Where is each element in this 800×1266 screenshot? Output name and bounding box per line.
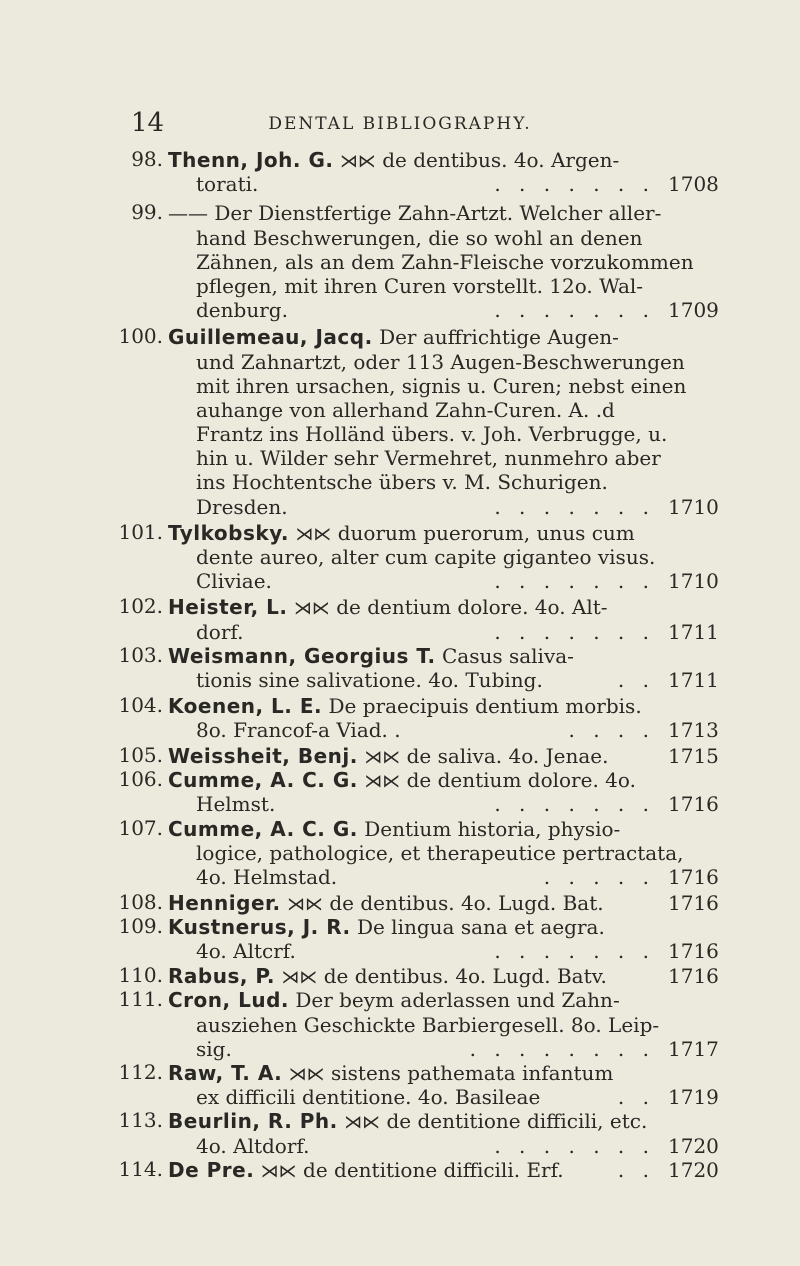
entry-title-text: de dentitione difficili. Erf. xyxy=(303,1157,564,1182)
entry-year: 1709 xyxy=(668,298,719,323)
entry-title-text: duorum puerorum, unus cum xyxy=(337,520,635,545)
entry-line xyxy=(0,939,800,963)
entry-text xyxy=(196,1013,659,1037)
entry-text xyxy=(196,226,642,250)
entry-year: 1708 xyxy=(668,172,719,197)
leader-dots: . . xyxy=(617,1157,655,1182)
entry-title-text: sig. xyxy=(196,1036,232,1061)
entry-line xyxy=(0,521,800,545)
leader-dots: . . . . . . . xyxy=(494,494,655,519)
entry-text xyxy=(168,915,605,939)
quarto-symbol-icon: ⋊⋉ xyxy=(286,893,323,915)
quarto-symbol-icon: ⋊⋉ xyxy=(364,746,401,768)
quarto-symbol-icon: ⋊⋉ xyxy=(364,770,401,792)
bibliography-entry xyxy=(0,521,800,594)
entry-line xyxy=(0,915,800,939)
entry-number: 103. xyxy=(118,642,163,667)
quarto-symbol-icon: ⋊⋉ xyxy=(295,523,332,545)
entry-title-text: torati. xyxy=(196,172,259,197)
entry-line xyxy=(0,988,800,1012)
entry-title-text: hin u. Wilder sehr Vermehret, nunmehro aber xyxy=(196,446,661,471)
entry-year: 1719 xyxy=(668,1085,719,1110)
quarto-symbol-icon: ⋊⋉ xyxy=(288,1063,325,1085)
entry-line xyxy=(0,1013,800,1037)
entry-line xyxy=(0,545,800,569)
entry-text xyxy=(168,1061,613,1087)
entry-number: 104. xyxy=(118,693,163,718)
entry-number: 101. xyxy=(118,519,163,544)
entry-number: 98. xyxy=(131,147,163,171)
running-title: DENTAL BIBLIOGRAPHY. xyxy=(268,114,532,134)
entry-title-text: pflegen, mit ihren Curen vorstellt. 12o. Wal- xyxy=(196,273,644,298)
entry-title-text: Frantz ins Holländ übers. v. Joh. Verbrugge, u. xyxy=(196,422,668,447)
leader-dots: . . . . . . . xyxy=(494,298,655,323)
bibliography-entry xyxy=(0,148,800,196)
entry-line xyxy=(0,620,800,644)
entry-line xyxy=(0,841,800,865)
entry-year: 1710 xyxy=(668,569,719,594)
entry-text xyxy=(196,398,615,422)
author-name: Henniger. xyxy=(168,890,281,915)
entry-title-text: de dentibus. 4o. Lugd. Bat. xyxy=(329,890,604,915)
author-name: Thenn, Joh. G. xyxy=(168,148,334,172)
leader-dots: . . . . . . . xyxy=(494,939,655,963)
entry-text xyxy=(168,817,620,841)
bibliography-entry xyxy=(0,201,800,322)
entry-text xyxy=(168,964,607,990)
entry-line xyxy=(0,398,800,422)
entry-title-text: Casus saliva- xyxy=(441,643,574,668)
entry-line xyxy=(0,1109,800,1133)
quarto-symbol-icon: ⋊⋉ xyxy=(339,151,376,172)
entry-text xyxy=(168,768,636,794)
entry-title-text: Dresden. xyxy=(196,494,288,519)
entry-year: 1716 xyxy=(668,939,719,963)
bibliography-entry xyxy=(0,744,800,768)
entry-line xyxy=(0,1158,800,1182)
leader-dots: . . . . . . . xyxy=(494,1133,655,1158)
author-name: Cumme, A. C. G. xyxy=(168,767,358,792)
entry-line xyxy=(0,495,800,519)
entry-line xyxy=(0,422,800,446)
entry-line xyxy=(0,201,800,225)
entry-title-text: Der beym aderlassen und Zahn- xyxy=(295,988,620,1013)
entry-line xyxy=(0,1085,800,1109)
quarto-symbol-icon: ⋊⋉ xyxy=(281,967,318,989)
entry-text xyxy=(196,545,655,569)
bibliography-entry xyxy=(0,325,800,519)
entry-line xyxy=(0,350,800,374)
entry-title-text: mit ihren ursachen, signis u. Curen; nebst einen xyxy=(196,373,687,398)
entry-number: 102. xyxy=(118,594,163,619)
entry-line xyxy=(0,325,800,349)
entry-number: 108. xyxy=(118,889,163,914)
entry-line xyxy=(0,298,800,322)
leader-dots: . . . . . . . . xyxy=(469,1036,655,1061)
entry-title-text: denburg. xyxy=(196,298,288,323)
author-name: Koenen, L. E. xyxy=(168,694,323,719)
entry-number: 114. xyxy=(118,1156,163,1181)
entry-text xyxy=(196,274,643,298)
entry-title-text: de dentium dolore. 4o. Alt- xyxy=(336,595,608,620)
entry-title-text: ins Hochtentsche übers v. M. Schurigen. xyxy=(196,470,608,495)
entry-text xyxy=(168,988,620,1012)
entry-number: 105. xyxy=(118,742,163,767)
bibliography-entry xyxy=(0,964,800,988)
leader-dots: . . . . . . . xyxy=(494,569,655,594)
bibliography-entry xyxy=(0,988,800,1061)
entry-text xyxy=(168,521,635,547)
entry-year: 1711 xyxy=(668,667,719,692)
entry-number: 111. xyxy=(118,987,163,1012)
entry-line xyxy=(0,865,800,889)
entry-title-text: hand Beschwerungen, die so wohl an denen xyxy=(196,225,643,250)
entry-text xyxy=(168,744,608,770)
entry-line xyxy=(0,446,800,470)
quarto-symbol-icon: ⋊⋉ xyxy=(344,1112,381,1134)
entry-title-text: ausziehen Geschickte Barbiergesell. 8o. Leip- xyxy=(196,1012,660,1037)
entry-line xyxy=(0,274,800,298)
entry-title-text: und Zahnartzt, oder 113 Augen-Beschwerungen xyxy=(196,349,685,374)
leader-dots: . . . . xyxy=(568,718,655,743)
entry-text xyxy=(196,446,661,470)
entry-line xyxy=(0,768,800,792)
entry-text xyxy=(168,148,619,174)
entry-text xyxy=(168,325,619,349)
entry-title-text: Cliviae. xyxy=(196,569,272,594)
bibliography-entry xyxy=(0,1158,800,1182)
entry-year: 1710 xyxy=(668,494,719,519)
entry-line xyxy=(0,718,800,742)
entry-year: 1716 xyxy=(668,791,719,816)
entry-title-text: sistens pathemata infantum xyxy=(331,1060,614,1085)
entry-title-text: ex difficili dentitione. 4o. Basileae xyxy=(196,1085,541,1110)
entry-text xyxy=(168,201,661,225)
entry-title-text: logice, pathologice, et therapeutice pertractata, xyxy=(196,841,684,866)
entry-year: 1713 xyxy=(668,718,719,743)
author-name: Tylkobsky. xyxy=(168,520,289,545)
leader-dots: . . xyxy=(617,667,655,692)
entry-title-text: 8o. Francof-a Viad. . xyxy=(196,718,401,743)
entry-title-text: dente aureo, alter cum capite giganteo visus. xyxy=(196,545,656,569)
author-name: De Pre. xyxy=(168,1157,255,1182)
leader-dots: . . . . . xyxy=(543,865,655,890)
quarto-symbol-icon: ⋊⋉ xyxy=(293,598,330,620)
entry-title-text: Der auffrichtige Augen- xyxy=(379,325,619,350)
entry-year: 1720 xyxy=(668,1133,719,1158)
entry-title-text: 4o. Altdorf. xyxy=(196,1133,310,1158)
author-name: Weismann, Georgius T. xyxy=(168,643,436,668)
author-name: Cumme, A. C. G. xyxy=(168,817,358,842)
bibliography-entry xyxy=(0,915,800,963)
entry-title-text: de dentibus. 4o. Argen- xyxy=(382,148,620,172)
entry-title-text: de dentitione difficili, etc. xyxy=(386,1109,648,1134)
entry-year: 1716 xyxy=(668,890,719,915)
entry-title-text: de saliva. 4o. Jenae. xyxy=(406,743,609,768)
bibliography-entry xyxy=(0,1061,800,1109)
entry-text xyxy=(196,422,667,446)
bibliography-entries xyxy=(0,148,800,1182)
entry-number: 113. xyxy=(118,1108,163,1133)
bibliography-entry xyxy=(0,644,800,692)
author-name: Cron, Lud. xyxy=(168,988,289,1013)
entry-number: 106. xyxy=(118,766,163,791)
bibliography-entry xyxy=(0,817,800,890)
entry-number: 99. xyxy=(131,200,163,225)
entry-text xyxy=(196,250,694,274)
entry-number: 110. xyxy=(118,963,163,988)
entry-text xyxy=(196,350,685,374)
entry-title-text: De lingua sana et aegra. xyxy=(356,914,605,939)
entry-year: 1717 xyxy=(668,1036,719,1061)
entry-line xyxy=(0,792,800,816)
entry-year: 1716 xyxy=(668,964,719,989)
entry-title-text: 4o. Helmstad. xyxy=(196,865,338,890)
entry-title-text: Zähnen, als an dem Zahn-Fleische vorzukommen xyxy=(196,249,694,274)
author-name: Weissheit, Benj. xyxy=(168,743,358,768)
entry-number: 109. xyxy=(118,913,163,938)
entry-year: 1715 xyxy=(668,743,719,768)
entry-line xyxy=(0,964,800,988)
author-name: Beurlin, R. Ph. xyxy=(168,1109,338,1134)
entry-line xyxy=(0,891,800,915)
quarto-symbol-icon: ⋊⋉ xyxy=(260,1160,297,1182)
bibliography-entry xyxy=(0,694,800,742)
bibliography-entry xyxy=(0,891,800,915)
author-name: Guillemeau, Jacq. xyxy=(168,325,373,350)
entry-line xyxy=(0,1037,800,1061)
entry-title-text: tionis sine salivatione. 4o. Tubing. xyxy=(196,667,543,692)
leader-dots: . . . . . . . xyxy=(494,619,655,644)
entry-title-text: Dentium historia, physio- xyxy=(364,817,621,842)
entry-line xyxy=(0,250,800,274)
entry-line xyxy=(0,744,800,768)
entry-line xyxy=(0,817,800,841)
entry-number: 112. xyxy=(118,1059,163,1084)
entry-line xyxy=(0,470,800,494)
entry-text xyxy=(168,694,642,718)
entry-title-text: de dentium dolore. 4o. xyxy=(406,767,636,792)
entry-text xyxy=(168,1109,647,1135)
entry-title-text: Helmst. xyxy=(196,791,276,816)
entry-text xyxy=(196,374,686,398)
entry-text xyxy=(196,470,608,494)
bibliography-entry xyxy=(0,1109,800,1157)
entry-line xyxy=(0,668,800,692)
entry-line xyxy=(0,226,800,250)
entry-number: 100. xyxy=(118,324,163,349)
entry-line xyxy=(0,172,800,196)
entry-line xyxy=(0,1134,800,1158)
bibliography-entry xyxy=(0,768,800,816)
entry-title-text: auhange von allerhand Zahn-Curen. A. .d xyxy=(196,397,615,422)
entry-line xyxy=(0,569,800,593)
bibliography-entry xyxy=(0,595,800,643)
entry-text xyxy=(168,644,574,668)
entry-line xyxy=(0,374,800,398)
entry-text xyxy=(168,891,604,917)
entry-line xyxy=(0,595,800,619)
entry-number: 107. xyxy=(118,816,163,841)
leader-dots: . . xyxy=(617,1085,655,1110)
author-name: Kustnerus, J. R. xyxy=(168,914,351,939)
author-name: Rabus, P. xyxy=(168,964,275,989)
entry-line xyxy=(0,1061,800,1085)
page-number: 14 xyxy=(131,108,165,138)
leader-dots: . . . . . . . xyxy=(494,791,655,816)
entry-year: 1711 xyxy=(668,619,719,644)
entry-line xyxy=(0,694,800,718)
entry-line xyxy=(0,148,800,172)
author-name: Raw, T. A. xyxy=(168,1060,283,1085)
leader-dots: . . . . . . . xyxy=(494,172,655,197)
entry-title-text: De praecipuis dentium morbis. xyxy=(328,694,642,719)
entry-year: 1716 xyxy=(668,865,719,890)
entry-title-text: de dentibus. 4o. Lugd. Batv. xyxy=(323,964,607,989)
entry-title-text: dorf. xyxy=(196,619,244,644)
page-header xyxy=(0,108,800,138)
entry-text xyxy=(196,841,683,865)
entry-line xyxy=(0,644,800,668)
author-name: Heister, L. xyxy=(168,595,288,620)
entry-year: 1720 xyxy=(668,1157,719,1182)
entry-text xyxy=(168,595,608,621)
entry-title-text: 4o. Altcrf. xyxy=(196,939,296,963)
entry-title-text: —— Der Dienstfertige Zahn-Artzt. Welcher aller- xyxy=(168,201,662,226)
